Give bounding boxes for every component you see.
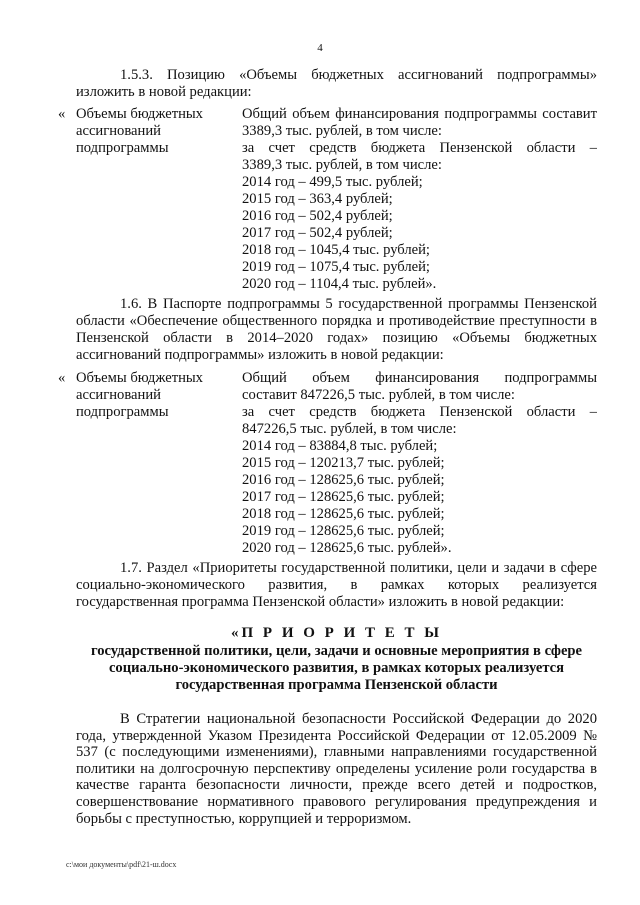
table1-right-line: за счет средств бюджета Пензенской области – [242, 140, 597, 156]
table2-left-line: подпрограммы [76, 404, 169, 420]
priorities-title: «П Р И О Р И Т Е Т Ы [231, 625, 442, 641]
priorities-subtitle-line1: государственной политики, цели, задачи и основные мероприятия в сфере [90, 643, 583, 659]
page-number: 4 [317, 42, 323, 54]
table1-right-line: 2014 год – 499,5 тыс. рублей; [242, 174, 423, 190]
strategy-paragraph: В Стратегии национальной безопасности Российской Федерации до 2020 года, утвержденной Указом Президента Российской Федерации от 12.05.2009 № 537 (с последующими изменениями), главными направлениями государственной политики на долгосрочную перспективу определены усиление роли государства в качестве гаранта безопасности личности, прежде всего детей и подростков, совершенствование нормативного правового регулирования предупреждения и борьбы с преступностью, коррупцией и терроризмом. [76, 711, 597, 827]
section-17-text: 1.7. Раздел «Приоритеты государственной политики, цели и задачи в сфере социально-экономического развития, в рамках которых реализуется государственная программа Пензенской области» изложить в новой редакции: [76, 560, 597, 610]
table2-right-line: за счет средств бюджета Пензенской области – [242, 404, 597, 420]
section-16-text: 1.6. В Паспорте подпрограммы 5 государственной программы Пензенской области «Обеспечение общественного порядка и противодействие преступности в Пензенской области в 2014–2020 годах» позицию «Объемы бюджетных ассигнований подпрограммы» изложить в новой редакции: [76, 296, 597, 363]
table2-left-line: Объемы бюджетных [76, 370, 203, 386]
table1-left-line: подпрограммы [76, 140, 169, 156]
table2-quote: « [58, 370, 66, 386]
table1-right-line: 2019 год – 1075,4 тыс. рублей; [242, 259, 430, 275]
table2-left-column [76, 370, 236, 421]
table1-right-line: 2015 год – 363,4 рублей; [242, 191, 393, 207]
table2-right-line: 2014 год – 83884,8 тыс. рублей; [242, 438, 438, 454]
section-153-line2: изложить в новой редакции: [76, 84, 252, 100]
table2-right-line: 847226,5 тыс. рублей, в том числе: [242, 421, 457, 437]
table2-right-line: 2016 год – 128625,6 тыс. рублей; [242, 472, 445, 488]
table1-right-line: 3389,3 тыс. рублей, в том числе: [242, 157, 442, 173]
table2-right-column [242, 370, 597, 557]
table1-right-line: 2017 год – 502,4 рублей; [242, 225, 393, 241]
table1-right-line: Общий объем финансирования подпрограммы составит [242, 106, 597, 122]
table1-right-line: 2016 год – 502,4 рублей; [242, 208, 393, 224]
file-path-footer: c:\мои документы\pdf\21-ш.docx [66, 860, 177, 869]
table1-right-column [242, 106, 597, 293]
table1-left-line: Объемы бюджетных [76, 106, 203, 122]
table2-left-line: ассигнований [76, 387, 161, 403]
table2-right-line: 2017 год – 128625,6 тыс. рублей; [242, 489, 445, 505]
priorities-subtitle-line3: государственная программа Пензенской области [175, 677, 498, 693]
table2-right-line: Общий объем финансирования подпрограммы [242, 370, 597, 386]
table2-right-line: 2018 год – 128625,6 тыс. рублей; [242, 506, 445, 522]
table2-right-line: 2019 год – 128625,6 тыс. рублей; [242, 523, 445, 539]
table1-right-line: 2018 год – 1045,4 тыс. рублей; [242, 242, 430, 258]
table1-left-line: ассигнований [76, 123, 161, 139]
table1-quote: « [58, 106, 66, 122]
table1-left-column [76, 106, 236, 157]
table2-right-line: 2015 год – 120213,7 тыс. рублей; [242, 455, 445, 471]
table2-right-line: составит 847226,5 тыс. рублей, в том числе: [242, 387, 515, 403]
table1-right-line: 2020 год – 1104,4 тыс. рублей». [242, 276, 437, 292]
table2-right-line: 2020 год – 128625,6 тыс. рублей». [242, 540, 452, 556]
priorities-subtitle-line2: социально-экономического развития, в рамках которых реализуется [108, 660, 565, 676]
table1-right-line: 3389,3 тыс. рублей, в том числе: [242, 123, 442, 139]
section-153-line1: 1.5.3. Позицию «Объемы бюджетных ассигнований подпрограммы» [120, 67, 597, 83]
